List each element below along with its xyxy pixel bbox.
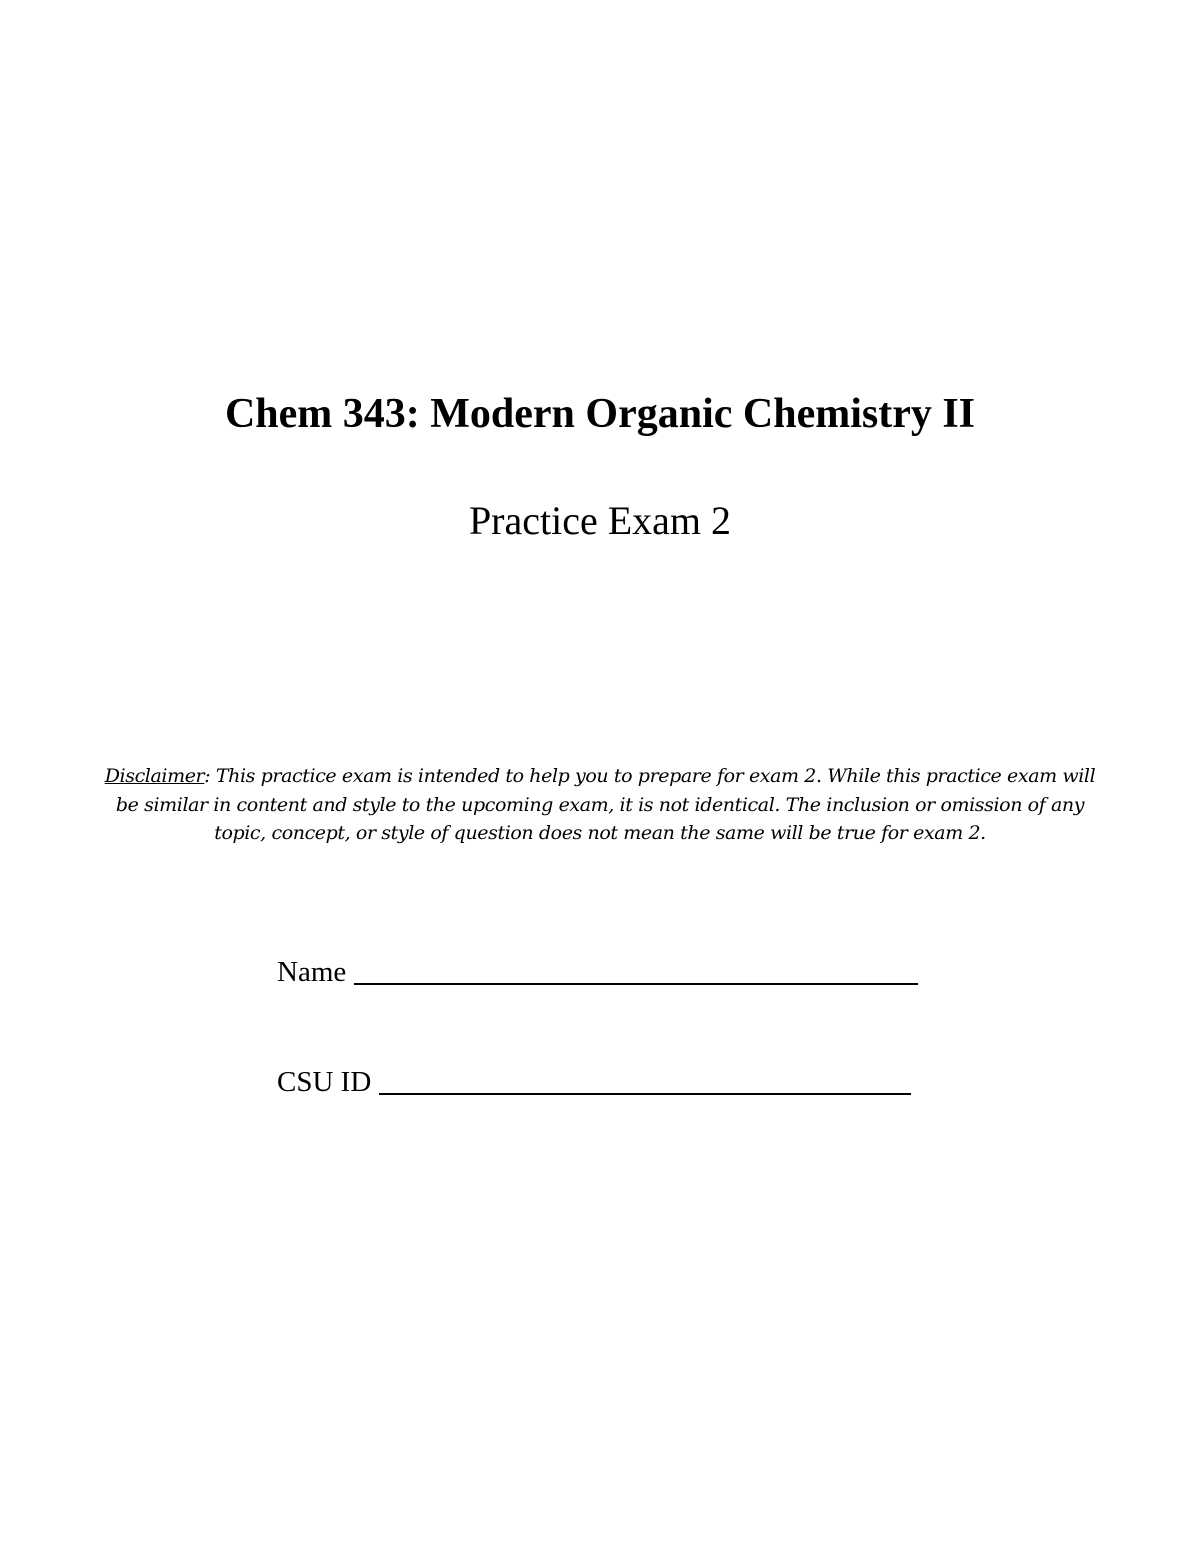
disclaimer-paragraph bbox=[100, 762, 1100, 848]
document-subtitle: Practice Exam 2 bbox=[468, 498, 732, 543]
csu-id-field bbox=[277, 1064, 911, 1100]
disclaimer-label: Disclaimer bbox=[104, 765, 205, 787]
document-title: Chem 343: Modern Organic Chemistry II bbox=[224, 391, 976, 437]
name-field bbox=[277, 954, 918, 990]
disclaimer-text: This practice exam is intended to help you to prepare for exam 2. While this practice exam will be similar in content and style to the upcoming exam, it is not identical. The inclusion or omission of any topic, concept, or style of question does not mean the same will be true for exam 2. bbox=[115, 765, 1096, 844]
disclaimer-separator: : bbox=[204, 765, 216, 787]
csu-id-blank-line bbox=[379, 1069, 911, 1095]
csu-id-label: CSU ID bbox=[277, 1066, 372, 1098]
name-label: Name bbox=[277, 956, 347, 988]
name-blank-line bbox=[354, 959, 918, 985]
